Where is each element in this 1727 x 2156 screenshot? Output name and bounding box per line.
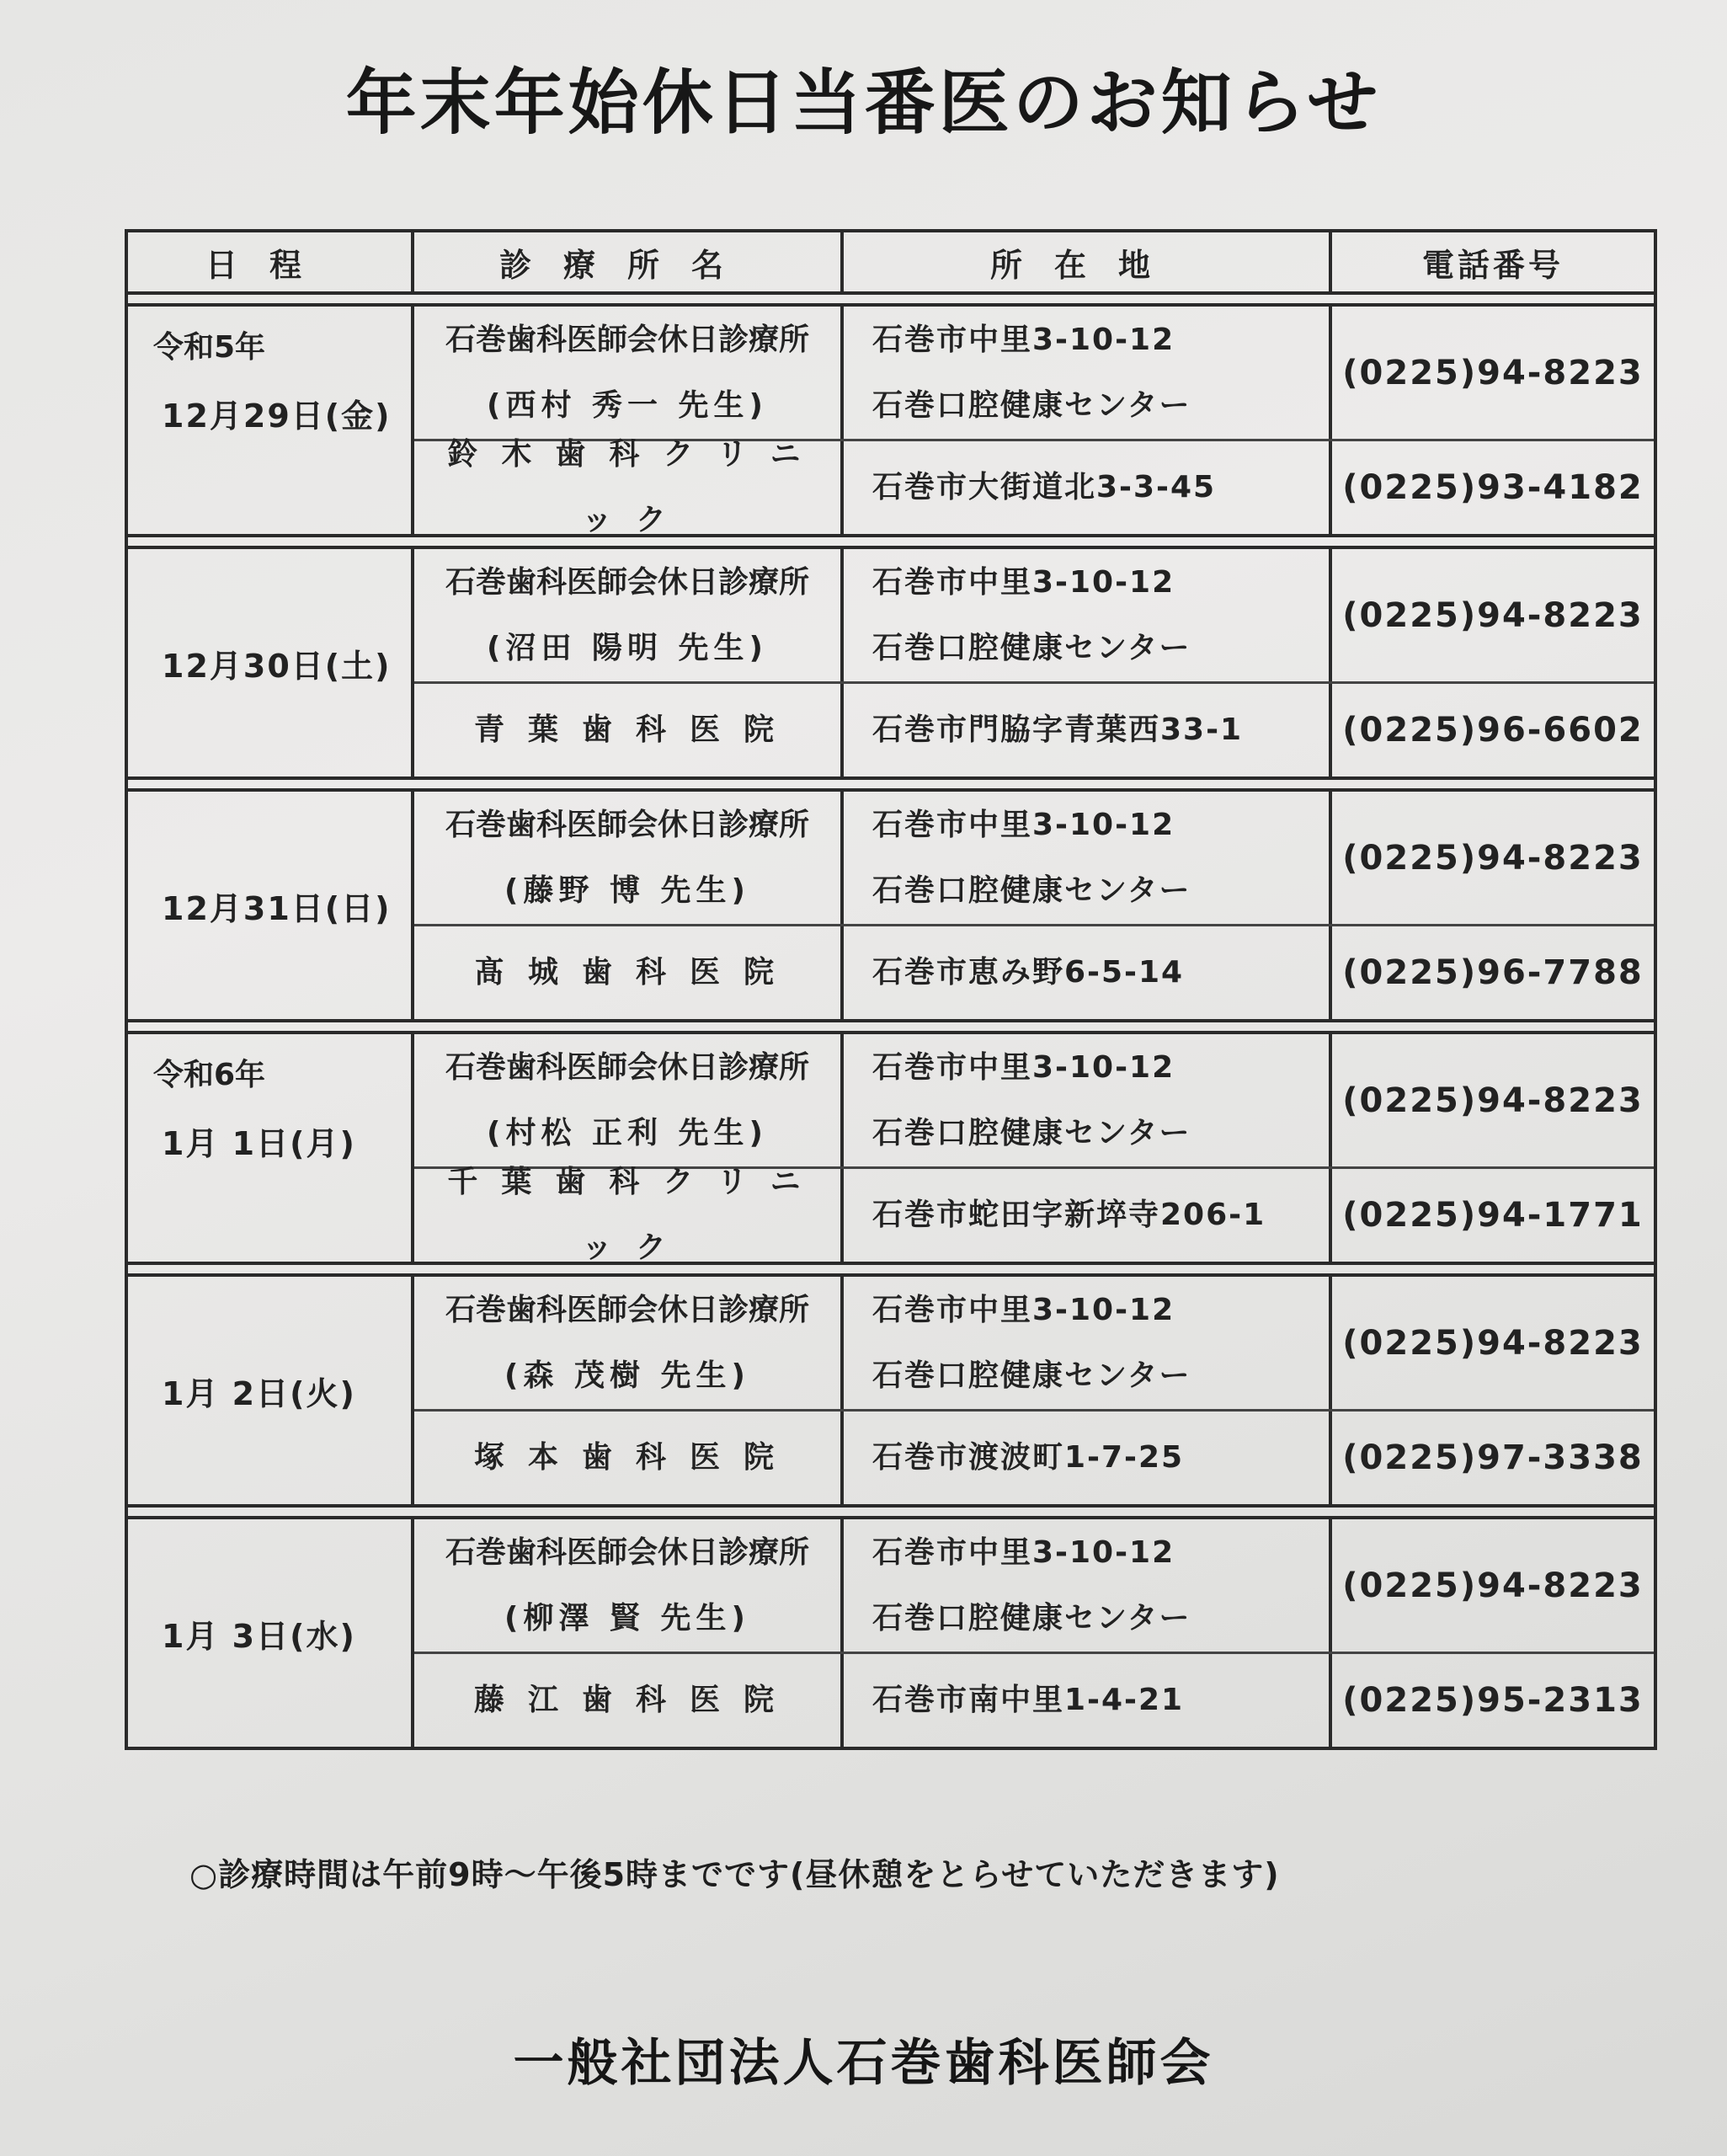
clinic-name: 藤江歯科医院	[473, 1683, 797, 1717]
doctor-name: (藤野 博 先生)	[504, 873, 750, 908]
address-cell	[844, 549, 1332, 681]
date-cell	[128, 1034, 414, 1262]
address-cell	[844, 792, 1332, 924]
table-row	[414, 1519, 1654, 1654]
era-label: 令和6年	[153, 1058, 266, 1092]
facility-name: 石巻口腔健康センター	[872, 1115, 1191, 1150]
clinic-name: 石巻歯科医師会休日診療所	[445, 1534, 809, 1570]
schedule-table	[125, 229, 1657, 1750]
clinic-cell	[414, 926, 844, 1019]
clinic-cell	[414, 1654, 844, 1747]
date-cell	[128, 549, 414, 776]
address-cell	[844, 441, 1332, 534]
date-cell	[128, 1519, 414, 1747]
header-date: 日程	[128, 232, 414, 291]
address-line: 石巻市中里3-10-12	[872, 807, 1175, 842]
organization-name: 一般社団法人石巻歯科医師会	[513, 2034, 1214, 2093]
table-row	[414, 1034, 1654, 1169]
table-divider	[128, 295, 1654, 307]
clinic-cell	[414, 1165, 844, 1265]
phone-number: (0225)97-3338	[1342, 1438, 1644, 1477]
date-cell	[128, 1277, 414, 1504]
date-label: 1月 3日(水)	[162, 1617, 356, 1655]
doctor-name: (西村 秀一 先生)	[487, 387, 768, 423]
clinic-cell	[414, 549, 844, 681]
date-label: 12月31日(日)	[162, 889, 392, 927]
clinic-name: 石巻歯科医師会休日診療所	[445, 322, 809, 357]
table-divider	[128, 1508, 1654, 1519]
date-label: 12月30日(土)	[162, 647, 392, 685]
clinic-rows	[414, 1519, 1654, 1747]
table-row	[414, 307, 1654, 441]
clinic-cell	[414, 307, 844, 439]
phone-number: (0225)94-8223	[1342, 838, 1644, 878]
schedule-groups	[128, 307, 1654, 1747]
table-row	[414, 437, 1654, 537]
facility-name: 石巻口腔健康センター	[872, 630, 1191, 665]
doctor-name: (柳澤 賢 先生)	[504, 1600, 750, 1636]
schedule-group	[128, 1519, 1654, 1747]
schedule-group	[128, 792, 1654, 1022]
clinic-name: 鈴木歯科クリニック	[447, 437, 824, 537]
schedule-group	[128, 1034, 1654, 1265]
schedule-group	[128, 307, 1654, 537]
address-line: 石巻市大街道北3-3-45	[872, 470, 1217, 504]
clinic-name: 石巻歯科医師会休日診療所	[445, 807, 809, 842]
table-row	[414, 1277, 1654, 1412]
clinic-cell	[414, 437, 844, 537]
doctor-name: (森 茂樹 先生)	[504, 1358, 750, 1393]
clinic-name: 石巻歯科医師会休日診療所	[445, 1049, 809, 1085]
doctor-name: (沼田 陽明 先生)	[487, 630, 768, 665]
address-cell	[844, 1654, 1332, 1747]
table-row	[414, 684, 1654, 776]
address-cell	[844, 1412, 1332, 1504]
date-label: 1月 1日(月)	[162, 1125, 356, 1162]
phone-number: (0225)96-7788	[1342, 953, 1644, 992]
clinic-cell	[414, 1412, 844, 1504]
address-line: 石巻市中里3-10-12	[872, 322, 1175, 357]
address-cell	[844, 307, 1332, 439]
phone-number: (0225)94-8223	[1342, 595, 1644, 635]
table-divider	[128, 537, 1654, 549]
clinic-cell	[414, 792, 844, 924]
clinic-cell	[414, 1277, 844, 1409]
clinic-rows	[414, 792, 1654, 1019]
address-line: 石巻市渡波町1-7-25	[872, 1440, 1185, 1475]
phone-number: (0225)94-8223	[1342, 1566, 1644, 1605]
schedule-group	[128, 549, 1654, 780]
header-address: 所在地	[844, 232, 1332, 291]
table-divider	[128, 780, 1654, 792]
facility-name: 石巻口腔健康センター	[872, 873, 1191, 908]
address-cell	[844, 1277, 1332, 1409]
phone-number: (0225)93-4182	[1342, 468, 1644, 507]
clinic-rows	[414, 1277, 1654, 1504]
address-line: 石巻市南中里1-4-21	[872, 1683, 1185, 1717]
phone-number: (0225)94-8223	[1342, 1081, 1644, 1120]
date-label: 12月29日(金)	[162, 398, 392, 435]
table-row	[414, 792, 1654, 926]
address-cell	[844, 1169, 1332, 1262]
date-cell	[128, 792, 414, 1019]
table-header-row	[128, 232, 1654, 295]
clinic-cell	[414, 1519, 844, 1652]
clinic-name: 石巻歯科医師会休日診療所	[445, 1292, 809, 1327]
address-line: 石巻市恵み野6-5-14	[872, 955, 1185, 990]
phone-number: (0225)96-6602	[1342, 711, 1644, 750]
doctor-name: (村松 正利 先生)	[487, 1115, 768, 1150]
table-divider	[128, 1265, 1654, 1277]
address-line: 石巻市中里3-10-12	[872, 1049, 1175, 1085]
table-divider	[128, 1022, 1654, 1034]
date-cell	[128, 307, 414, 534]
date-label: 1月 2日(火)	[162, 1374, 356, 1412]
schedule-group	[128, 1277, 1654, 1508]
address-line: 石巻市門脇字青葉西33-1	[872, 712, 1244, 747]
clinic-cell	[414, 1034, 844, 1166]
facility-name: 石巻口腔健康センター	[872, 1358, 1191, 1393]
clinic-cell	[414, 684, 844, 776]
era-label: 令和5年	[153, 330, 266, 365]
table-row	[414, 1412, 1654, 1504]
table-row	[414, 549, 1654, 684]
facility-name: 石巻口腔健康センター	[872, 387, 1191, 423]
page-title: 年末年始休日当番医のお知らせ	[345, 61, 1382, 144]
clinic-rows	[414, 307, 1654, 537]
address-cell	[844, 926, 1332, 1019]
clinic-name: 青葉歯科医院	[473, 712, 797, 747]
clinic-name: 髙城歯科医院	[473, 955, 797, 990]
address-line: 石巻市中里3-10-12	[872, 1534, 1175, 1570]
clinic-name: 石巻歯科医師会休日診療所	[445, 564, 809, 600]
table-row	[414, 1654, 1654, 1747]
clinic-name: 塚本歯科医院	[473, 1440, 797, 1475]
hours-note: ○診療時間は午前9時～午後5時までです(昼休憩をとらせていただきます)	[189, 1856, 1280, 1893]
address-cell	[844, 1034, 1332, 1166]
facility-name: 石巻口腔健康センター	[872, 1600, 1191, 1636]
header-clinic: 診療所名	[414, 232, 844, 291]
clinic-rows	[414, 549, 1654, 776]
address-line: 石巻市中里3-10-12	[872, 1292, 1175, 1327]
address-cell	[844, 1519, 1332, 1652]
address-cell	[844, 684, 1332, 776]
phone-number: (0225)94-8223	[1342, 1323, 1644, 1363]
clinic-name: 千葉歯科クリニック	[447, 1165, 824, 1265]
address-line: 石巻市蛇田字新埣寺206-1	[872, 1198, 1266, 1232]
header-phone: 電話番号	[1421, 246, 1564, 284]
phone-number: (0225)95-2313	[1342, 1681, 1644, 1720]
address-line: 石巻市中里3-10-12	[872, 564, 1175, 600]
clinic-rows	[414, 1034, 1654, 1265]
phone-number: (0225)94-1771	[1342, 1196, 1644, 1235]
table-row	[414, 1165, 1654, 1265]
table-row	[414, 926, 1654, 1019]
phone-number: (0225)94-8223	[1342, 353, 1644, 392]
